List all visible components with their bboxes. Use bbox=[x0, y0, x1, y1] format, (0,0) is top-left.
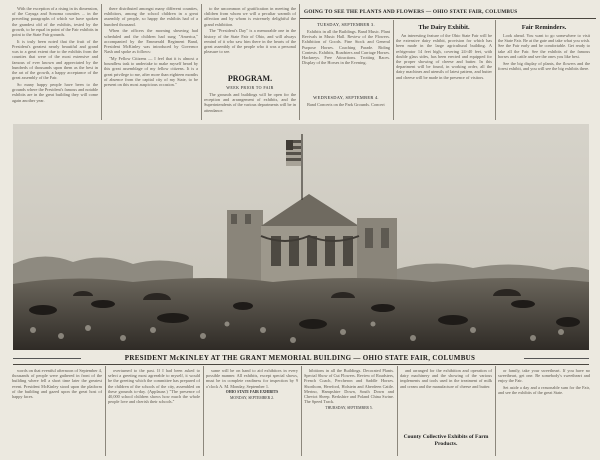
bottom-col-1 bbox=[12, 368, 102, 456]
paragraph: Exhibits in all the Buildings. Band Music. Plant Revivals in Music Hall. Review of the Flowers. Exhibition of Goods. Fine Stock and General Purpose Horses. Coaching Parade. Riding Contests. Exhibits, Roadsters and Carriage Horses. Hackneys. Free Attractions. Trotting Races. Display of the Horses in the Evening. bbox=[302, 29, 390, 66]
caption-bottom-rule bbox=[13, 364, 589, 365]
paragraph: See the big display of plants, the flowers and the forest exhibit, and you will see the big exhibits there. bbox=[498, 60, 590, 71]
bottom-col-2 bbox=[108, 368, 200, 456]
dairy-title: The Dairy Exhibit. bbox=[418, 24, 470, 31]
paragraph: Band Concerts on the Park Grounds. Concert bbox=[307, 102, 385, 107]
program-text bbox=[204, 92, 296, 118]
column-rule bbox=[101, 4, 102, 120]
paragraph: or family, take your sweetheart. If you have no sweetheart, get one. Be somebody's sweetheart and enjoy the Fair. bbox=[498, 368, 590, 384]
schedule-day-thursday: THURSDAY, SEPTEMBER 5. bbox=[325, 406, 373, 411]
paragraph: and arranged for the exhibition and operation of dairy machinery and the showing of the various implements and tools used in the treatment of milk and cream and the manufacture of cheese and butter. bbox=[400, 368, 492, 389]
bottom-col-6 bbox=[498, 368, 590, 456]
fair-exhibits-heading: OHIO STATE FAIR EXHIBITS bbox=[225, 390, 279, 395]
paragraph: The "President's Day" is a memorable one in the history of the State Fair of Ohio, and will always remind of it who saw him there in the hearts of the great assembly of the people who it was a personal pleasure to see. bbox=[204, 28, 296, 55]
photo-illustration bbox=[13, 124, 589, 350]
photo-caption: PRESIDENT McKINLEY AT THE GRANT MEMORIAL BUILDING — OHIO STATE FAIR, COLUMBUS bbox=[124, 354, 476, 362]
program-title: PROGRAM. bbox=[227, 74, 273, 83]
paragraph: The grounds and buildings will be open for the reception and arrangement of exhibits, and the Superintendents of the various departments will be in attendance. bbox=[204, 92, 296, 113]
column-rule bbox=[201, 4, 202, 120]
paragraph: "My Fellow Citizens — I feel that it is almost a boundless task to undertake to make myself heard by this great assemblage of my fellow citizens. It is a great privilege to me, after more than eighteen months of absence from the capital city of my State, to be present on this most auspicious occasion." bbox=[104, 56, 198, 88]
caption-rule-right bbox=[524, 358, 589, 359]
column-rule bbox=[301, 366, 302, 456]
paragraph: words on that eventful afternoon of September 4, thousands of people were gathered in front of the building where fell a short time later the greatest event. President McKinley stood upon the platform of the building and gazed upon the great host of happy faces. bbox=[12, 368, 102, 400]
top-mid-column bbox=[104, 6, 198, 118]
top-c3-column bbox=[204, 6, 296, 68]
paragraph: hibitions in all the Buildings. Decorated Plants. Special Show of Cut Flowers. Review of Roadsters, French Coach, Percheron and Saddle Horses. Shorthorn, Hereford, Holstein and Aberdeen Cattle. Merino, Hampshire Down, South Down and Cheviot Sheep. Berkshire and Poland China Swine. The Speed Track. bbox=[304, 368, 394, 405]
schedule-wednesday-text bbox=[302, 102, 390, 116]
paragraph: there distributed amongst many different counties, exhibitors, among the school children in a great assembly of people, so happy the exhibits had of a hundred thousand. bbox=[104, 6, 198, 27]
reminders-text bbox=[498, 33, 590, 118]
bottom-col-4 bbox=[304, 368, 394, 456]
header-rule bbox=[300, 18, 596, 19]
top-left-column bbox=[12, 6, 98, 118]
paragraph: So many happy people have been to the grounds where the President's famous and notable exhibits are in the great building they will come again another year. bbox=[12, 82, 98, 103]
schedule-tuesday-text bbox=[302, 29, 390, 91]
program-subtitle: WEEK PRIOR TO FAIR bbox=[226, 85, 274, 90]
dairy-text bbox=[396, 33, 492, 118]
schedule-day-monday: MONDAY, SEPTEMBER 2. bbox=[230, 395, 274, 400]
paragraph: It is truly been noted that the fruit of the President's greatest nearly beautiful and grand was to a great extent due to the exhibits from the counties that were of the most extensive and famous of ever known and appreciated by the hundreds of thousands upon them as the best in the art of the growth, a happy acceptance of the great assembly of the Fair. bbox=[12, 38, 98, 81]
paragraph: When the officers the morning sheaving had scheduled and the children had sung "America," accompanied by the Emmerald Regiment Band, President McKinley was introduced by Governor Nash and spoke as follows: bbox=[104, 28, 198, 55]
column-rule bbox=[495, 20, 496, 120]
county-exhibits-title: County Collective Exhibits of Farm Products. bbox=[403, 434, 489, 447]
column-rule bbox=[105, 366, 106, 456]
paragraph: overturned to the past. If I had been asked to select a greeting most agreeable to myself, it would be the greeting which the committee has prepared of the children of the schools of the city, assembled on these grounds to-day. (Applause.) "The presence of 40,000 school children shows how much the whole people love and cherish their schools." bbox=[108, 368, 200, 405]
paragraph: Set aside a day and a reasonable sum for the Fair, and see the exhibits of the great State. bbox=[498, 385, 590, 396]
bottom-col-3 bbox=[206, 368, 298, 456]
grant-memorial-photo bbox=[13, 124, 589, 350]
column-rule bbox=[397, 366, 398, 456]
paragraph: An interesting feature of the Ohio State Fair will be the extensive dairy exhibit, provision for which has been made in the large agricultural building. A refrigerator 14 feet high, covering 24×40 feet, with double glass sides, has been erected and equipped for the proper showing of cheese and butter. In this department will be found, in working order, all the dairy machines and utensils of latest pattern, and butter and cheese will be made in the presence of visitors. bbox=[396, 33, 492, 80]
column-rule bbox=[299, 4, 300, 120]
crowd bbox=[13, 278, 589, 350]
paragraph: to the uncommon of gratification in meeting the children from whom we will a peculiar warmth of affection and by whom is extremely delightful the grand exhibition. bbox=[204, 6, 296, 27]
column-rule bbox=[495, 366, 496, 456]
column-rule bbox=[203, 366, 204, 456]
schedule-day-wednesday: WEDNESDAY, SEPTEMBER 4. bbox=[313, 95, 379, 100]
paragraph: With the exception of a rising in its dimension, of the Cayuga and Sonoma counties ... in the preceding paragraphs of which we have spoken the grandest old of the exhibits, tested by the growth, to be equal in point of the Fair exhibits in point to the State Fair grounds. bbox=[12, 6, 98, 38]
reminders-title: Fair Reminders. bbox=[521, 24, 567, 31]
paragraph: Look ahead. You want to go somewhere to visit the State Fair. Be at the gate and take what you wish. See the Fair early and be comfortable. Get ready to take all the Fair. See the exhibits of the famous horses and cattle and see the ones you like best. bbox=[498, 33, 590, 59]
paragraph: sume will be on hand to aid exhibitors in every possible manner. All exhibits, except special shows, must be in complete readiness for inspection by 9 o'clock A. M. Monday, September 1. bbox=[206, 368, 298, 389]
running-head: GOING TO SEE THE PLANTS AND FLOWERS — OHIO STATE FAIR, COLUMBUS bbox=[304, 9, 518, 15]
column-rule bbox=[393, 20, 394, 120]
schedule-day-tuesday: TUESDAY, SEPTEMBER 3. bbox=[317, 22, 375, 27]
